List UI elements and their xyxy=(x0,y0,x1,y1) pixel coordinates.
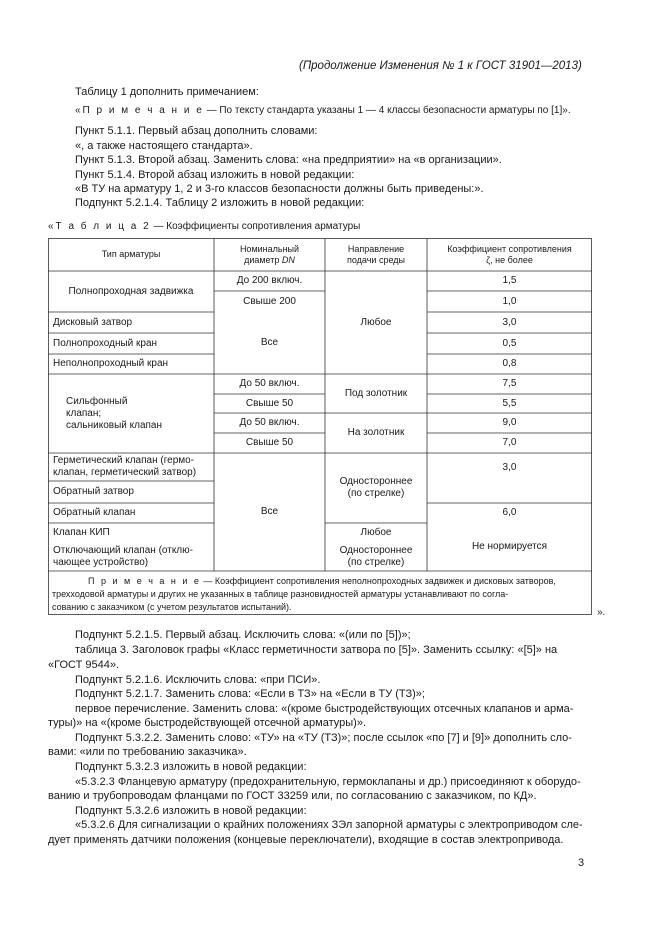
coef-2: 1,0 xyxy=(502,295,517,307)
direction-under: Под золотник xyxy=(344,387,408,399)
type-full-valve: Полнопроходный кран xyxy=(53,337,158,349)
dn-upto-50-a: До 50 включ. xyxy=(239,378,300,389)
table-caption xyxy=(48,221,360,233)
dn-all-2: Все xyxy=(260,506,279,517)
table-note-text-1: — Коэффициент сопротивления неполнопроходных задвижек и дисковых затворов, xyxy=(203,576,556,586)
table-note-line-3: сованию с заказчиком (с учетом результатов испытаний). xyxy=(52,602,292,612)
para-8b: ванию и трубопроводам фланцами по ГОСТ 33259 или, по согласованию с заказчиком, по КД». xyxy=(48,790,537,802)
intro-line-6: Пункт 5.1.4. Второй абзац изложить в новой редакции: xyxy=(75,169,355,181)
type-hermetic: Герметический клапан (гермо-клапан, герметический затвор) xyxy=(53,455,197,478)
header-coefficient xyxy=(427,238,592,271)
para-10a: «5.3.2.6 Для сигнализации о крайних положениях ЗЭл запорной арматуры с электроприводом сле- xyxy=(75,819,583,831)
type-disc: Дисковый затвор xyxy=(53,316,133,328)
type-shutoff: Отключающий клапан (отклю-чающее устройство) xyxy=(53,545,193,568)
coef-10: 3,0 xyxy=(502,462,517,473)
para-8a: «5.3.2.3 Фланцевую арматуру (предохранительную, гермоклапаны и др.) присоединяют к оборудо- xyxy=(75,776,581,788)
para-5b: туры)» на «(кроме быстродействующей отсечной арматуры)». xyxy=(48,717,367,729)
para-3: Подпункт 5.2.1.6. Исключить слова: «при ПСИ». xyxy=(75,674,321,686)
para-2a: таблица 3. Заголовок графы «Класс герметичности затвора по [5]». Заменить ссылку: «[5]» на xyxy=(75,644,558,656)
table-closing-mark: ». xyxy=(597,607,606,618)
header-coef-line1: Коэффициент сопротивления xyxy=(447,243,572,254)
dn-over-200: Свыше 200 xyxy=(243,295,296,307)
header-dn-word: диаметр xyxy=(244,254,280,265)
dn-upto-200: До 200 включ. xyxy=(236,275,303,286)
para-2b: «ГОСТ 9544». xyxy=(48,659,120,671)
header-dn-line1: Номинальный xyxy=(239,243,300,254)
direction-oneway-2: Одностороннее (по стрелке) xyxy=(339,545,413,568)
para-6b: вами: «или по требованию заказчика». xyxy=(48,746,247,758)
type-full-gate: Полнопроходная задвижка xyxy=(68,285,194,297)
caption-text: — Коэффициенты сопротивления арматуры xyxy=(153,221,361,232)
continuation-header: (Продолжение Изменения № 1 к ГОСТ 31901—2013) xyxy=(299,60,582,72)
type-check-gate: Обратный затвор xyxy=(53,486,134,497)
para-4: Подпункт 5.2.1.7. Заменить слова: «Если в ТЗ» на «Если в ТУ (ТЗ)»; xyxy=(75,688,425,700)
direction-onto: На золотник xyxy=(347,427,405,438)
header-direction-line1: Направление xyxy=(347,243,405,254)
type-bellows: Сильфонный клапан; сальниковый клапан xyxy=(66,395,163,431)
intro-line-4: «, а также настоящего стандарта». xyxy=(75,140,253,152)
coef-6: 7,5 xyxy=(502,378,517,389)
coef-3: 3,0 xyxy=(502,316,517,328)
coef-5: 0,8 xyxy=(502,358,517,369)
header-type: Тип арматуры xyxy=(101,249,161,259)
direction-oneway: Одностороннее (по стрелке) xyxy=(339,476,413,499)
header-dn xyxy=(214,238,325,271)
table-note-word: П р и м е ч а н и е xyxy=(88,576,201,586)
dn-upto-50-b: До 50 включ. xyxy=(239,417,300,428)
caption-word: «Т а б л и ц а 2 xyxy=(48,221,151,232)
direction-any-1: Любое xyxy=(360,316,392,328)
header-coef-suffix: , не более xyxy=(490,254,533,265)
coef-11: 6,0 xyxy=(502,507,517,518)
coef-7: 5,5 xyxy=(502,397,517,409)
table-note-line-1 xyxy=(88,576,556,587)
coef-8: 9,0 xyxy=(502,417,517,428)
para-5a: первое перечисление. Заменить слова: «(кроме быстродействующих отсечных клапанов и арма- xyxy=(75,703,574,715)
header-dn-italic: DN xyxy=(281,254,295,265)
para-6a: Подпункт 5.3.2.2. Заменить слово: «ТУ» на «ТУ (ТЗ)»; после ссылок «по [7] и [9]» дополнить сло- xyxy=(75,732,572,744)
direction-any-2: Любое xyxy=(360,527,392,538)
para-7: Подпункт 5.3.2.3 изложить в новой редакции: xyxy=(75,761,307,773)
type-kip: Клапан КИП xyxy=(53,527,110,538)
page-number: 3 xyxy=(578,857,585,869)
header-dn-line2 xyxy=(244,255,295,266)
intro-line-3: Пункт 5.1.1. Первый абзац дополнить словами: xyxy=(75,125,318,137)
intro-note xyxy=(75,105,571,117)
header-coef-line2 xyxy=(486,255,533,266)
header-coef-symbol: ζ xyxy=(486,254,491,265)
resistance-table xyxy=(48,238,592,615)
type-partial-valve: Неполнопроходный кран xyxy=(53,358,169,369)
coef-1: 1,5 xyxy=(502,275,517,286)
table-note-line-2: трехходовой арматуры и других не указанных в таблице разновидностей арматуры устанавливают по согла- xyxy=(52,589,509,599)
dn-all-1: Все xyxy=(260,337,279,348)
intro-line-1: Таблицу 1 дополнить примечанием: xyxy=(75,86,259,98)
coef-12: Не нормируется xyxy=(471,541,548,552)
intro-line-8: Подпункт 5.2.1.4. Таблицу 2 изложить в новой редакции: xyxy=(75,197,365,209)
coef-4: 0,5 xyxy=(502,337,517,349)
coef-9: 7,0 xyxy=(502,437,517,448)
dn-over-50-b: Свыше 50 xyxy=(245,437,294,448)
dn-over-50-a: Свыше 50 xyxy=(245,397,294,409)
para-9: Подпункт 5.3.2.6 изложить в новой редакции: xyxy=(75,805,307,817)
note-word: «П р и м е ч а н и е xyxy=(75,105,204,116)
para-1: Подпункт 5.2.1.5. Первый абзац. Исключить слова: «(или по [5])»; xyxy=(75,629,411,641)
header-direction-line2: подачи среды xyxy=(347,254,405,265)
intro-line-7: «В ТУ на арматуру 1, 2 и 3-го классов безопасности должны быть приведены:». xyxy=(75,183,484,195)
para-10b: дует применять датчики положения (концевые переключатели), входящие в состав электропривода. xyxy=(48,834,564,846)
intro-line-5: Пункт 5.1.3. Второй абзац. Заменить слова: «на предприятии» на «в организации». xyxy=(75,154,502,166)
header-direction xyxy=(325,238,427,271)
type-check-valve: Обратный клапан xyxy=(53,507,136,518)
note-text: — По тексту стандарта указаны 1 — 4 классы безопасности арматуры по [1]». xyxy=(206,105,571,116)
